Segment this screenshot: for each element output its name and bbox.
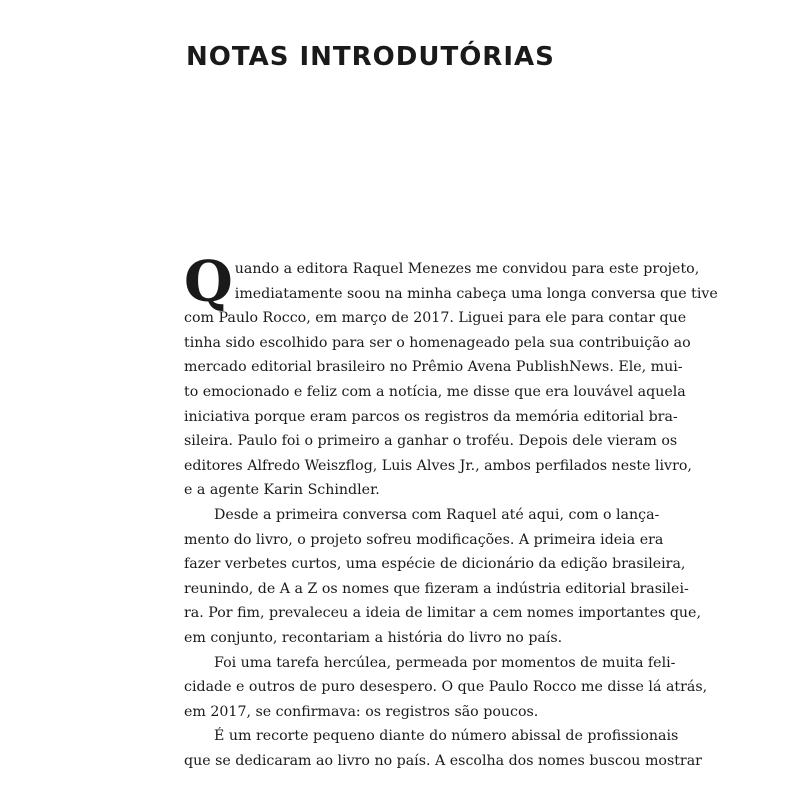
- paragraph-1: [184, 249, 718, 503]
- text-line: Foi uma tarefa hercúlea, permeada por momentos de muita feli-: [214, 654, 676, 671]
- text-line: ra. Por fim, prevaleceu a ideia de limitar a cem nomes importantes que,: [184, 605, 701, 622]
- text-line: to emocionado e feliz com a notícia, me disse que era louvável aquela: [184, 383, 686, 400]
- text-line: que se dedicaram ao livro no país. A escolha dos nomes buscou mostrar: [184, 752, 702, 769]
- paragraph-3: [184, 651, 708, 725]
- text-line: editores Alfredo Weiszflog, Luis Alves Jr., ambos perfilados neste livro,: [184, 457, 692, 474]
- paragraph-2: [184, 503, 701, 651]
- text-line: sileira. Paulo foi o primeiro a ganhar o troféu. Depois dele vieram os: [184, 433, 678, 450]
- text-line: Desde a primeira conversa com Raquel até aqui, com o lança-: [214, 506, 660, 523]
- text-line: tinha sido escolhido para ser o homenageado pela sua contribuição ao: [184, 334, 691, 351]
- body-text: [184, 249, 718, 773]
- text-line: em 2017, se confirmava: os registros são poucos.: [184, 703, 539, 720]
- text-line: uando a editora Raquel Menezes me convidou para este projeto,: [234, 261, 700, 277]
- text-line: cidade e outros de puro desespero. O que Paulo Rocco me disse lá atrás,: [184, 679, 708, 696]
- chapter-heading: NOTAS INTRODUTÓRIAS: [186, 42, 555, 72]
- text-line: reunindo, de A a Z os nomes que fizeram a indústria editorial brasilei-: [184, 580, 689, 597]
- text-line: iniciativa porque eram parcos os registros da memória editorial bra-: [184, 408, 678, 425]
- text-line: e a agente Karin Schindler.: [184, 482, 380, 499]
- text-line: imediatamente soou na minha cabeça uma longa conversa que tive: [234, 285, 718, 302]
- paragraph-4: [184, 724, 702, 773]
- text-line: fazer verbetes curtos, uma espécie de dicionário da edição brasileira,: [184, 556, 686, 573]
- drop-cap: Q: [184, 249, 233, 315]
- text-line: em conjunto, recontariam a história do livro no país.: [184, 629, 563, 646]
- text-line: mento do livro, o projeto sofreu modificações. A primeira ideia era: [184, 531, 664, 548]
- text-line: mercado editorial brasileiro no Prêmio Avena PublishNews. Ele, mui-: [184, 359, 683, 376]
- text-line: com Paulo Rocco, em março de 2017. Liguei para ele para contar que: [184, 310, 687, 327]
- text-line: É um recorte pequeno diante do número abissal de profissionais: [214, 728, 679, 745]
